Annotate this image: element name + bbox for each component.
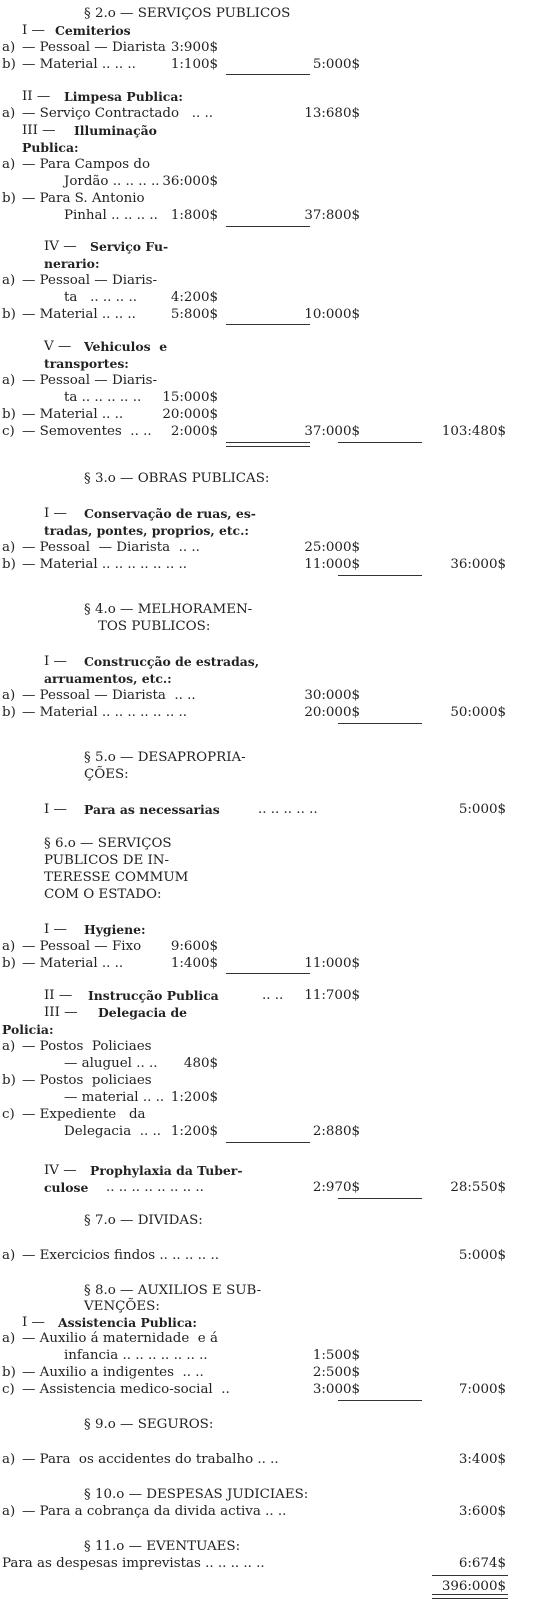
line-text: Jordão .. .. .. .. (64, 174, 160, 189)
amount-c3: 103:480$ (441, 424, 506, 439)
line-text: a) (2, 157, 16, 172)
budget-line (0, 1555, 534, 1573)
line-text: b) (2, 407, 16, 422)
line-text: — Assistencia medico-social .. (22, 1382, 230, 1397)
line-text: arruamentos, etc.: (44, 671, 172, 686)
budget-line (0, 921, 534, 939)
line-text: COM O ESTADO: (44, 887, 162, 902)
line-text: Construcção de estradas, (84, 654, 260, 669)
amount-c1: 2:000$ (170, 424, 218, 439)
rule (226, 1142, 310, 1143)
line-text: culose (44, 1180, 89, 1195)
budget-line (0, 406, 534, 424)
budget-line (0, 272, 534, 290)
line-text: — Para os accidentes do trabalho .. .. (22, 1452, 279, 1467)
amount-c3: 3:600$ (458, 1504, 506, 1519)
budget-line (0, 338, 534, 356)
amount-c1: 1:800$ (170, 208, 218, 223)
amount-c3: 6:674$ (458, 1556, 506, 1571)
line-text: I — (22, 1315, 50, 1330)
line-text: Hygiene: (84, 922, 146, 937)
line-text: — Material .. .. .. .. .. .. .. (22, 705, 187, 720)
budget-line (0, 618, 534, 636)
amount-c2: 2:970$ (312, 1180, 360, 1195)
line-text: transportes: (44, 356, 129, 371)
line-text: b) (2, 1365, 16, 1380)
budget-line (0, 156, 534, 174)
line-text: Publica: (22, 140, 79, 155)
line-text: — Pessoal — Diarista (22, 40, 166, 55)
rule (226, 226, 310, 227)
amount-c3: 36:000$ (450, 557, 506, 572)
budget-line (0, 766, 534, 784)
line-text: TOS PUBLICOS: (98, 619, 211, 634)
line-text: § 5.o — DESAPROPRIA- (84, 750, 246, 765)
line-text: a) (2, 373, 16, 388)
line-text: a) (2, 106, 16, 121)
budget-line (0, 1381, 534, 1399)
line-text: nerario: (44, 256, 100, 271)
line-text: — Material .. .. .. (22, 57, 136, 72)
line-text: — Postos Policiaes (22, 1039, 152, 1054)
line-text: — Pessoal — Diarista .. .. (22, 540, 200, 555)
amount-c1: 1:200$ (170, 1124, 218, 1139)
line-text: Pinhal .. .. .. .. (64, 208, 158, 223)
amount-c2: 3:000$ (312, 1382, 360, 1397)
budget-line (0, 801, 534, 819)
amount-c3: 50:000$ (450, 705, 506, 720)
line-text: a) (2, 273, 16, 288)
amount-c2: 37:000$ (304, 424, 360, 439)
line-text: ta .. .. .. .. (64, 290, 137, 305)
rule (226, 973, 310, 974)
line-text: PUBLICOS DE IN- (44, 853, 170, 868)
line-text: c) (2, 1107, 15, 1122)
budget-line (0, 1055, 534, 1073)
budget-line (0, 88, 534, 106)
amount-c2: 25:000$ (304, 540, 360, 555)
line-text: § 7.o — DIVIDAS: (84, 1213, 203, 1228)
budget-line (0, 852, 534, 870)
amount-c2: 5:000$ (312, 57, 360, 72)
budget-line (0, 1247, 534, 1265)
amount-c2: 2:500$ (312, 1365, 360, 1380)
amount-c1: 480$ (183, 1056, 218, 1071)
budget-line (0, 601, 534, 619)
line-text: Policia: (2, 1022, 54, 1037)
rule (338, 1198, 422, 1199)
line-text: II — (44, 988, 77, 1003)
line-text: a) (2, 939, 16, 954)
budget-line (0, 1179, 534, 1197)
budget-line (0, 190, 534, 208)
line-text: V — (44, 339, 76, 354)
line-text: § 3.o — OBRAS PUBLICAS: (84, 471, 270, 486)
line-text: — Para Campos do (22, 157, 151, 172)
line-text: Delegacia de (98, 1005, 188, 1020)
budget-line (0, 1416, 534, 1434)
line-text: a) (2, 540, 16, 555)
line-text: Conservação de ruas, es- (84, 506, 256, 521)
line-text: b) (2, 307, 16, 322)
line-text: — Pessoal — Diaris- (22, 273, 158, 288)
budget-line (0, 139, 534, 157)
budget-line (0, 22, 534, 40)
line-text: — material .. .. (64, 1090, 165, 1105)
line-text: TERESSE COMMUM (44, 870, 189, 885)
line-text: a) (2, 40, 16, 55)
amount-c2: 11:700$ (304, 988, 360, 1003)
line-text: § 11.o — EVENTUAES: (84, 1539, 241, 1554)
budget-line (0, 173, 534, 191)
line-text: — Semoventes .. .. (22, 424, 152, 439)
line-text: .. .. .. .. .. (258, 802, 318, 817)
line-text: a) (2, 1504, 16, 1519)
line-text: a) (2, 1331, 16, 1346)
budget-line (0, 1212, 534, 1230)
budget-line (0, 1038, 534, 1056)
line-text: I — (44, 506, 72, 521)
amount-c1: 4:200$ (170, 290, 218, 305)
budget-line (0, 556, 534, 574)
amount-c1: 9:600$ (170, 939, 218, 954)
amount-c1: 1:100$ (170, 57, 218, 72)
line-text: Limpesa Publica: (64, 89, 183, 104)
rule (432, 1594, 508, 1599)
line-text: b) (2, 191, 16, 206)
rule (226, 442, 310, 447)
line-text: — Pessoal — Fixo (22, 939, 142, 954)
amount-c3: 5:000$ (458, 802, 506, 817)
budget-line (0, 255, 534, 273)
line-text: — Auxilio a indigentes .. .. (22, 1365, 204, 1380)
budget-line (0, 869, 534, 887)
budget-line (0, 122, 534, 140)
budget-line (0, 687, 534, 705)
budget-line (0, 749, 534, 767)
amount-c2: 20:000$ (304, 705, 360, 720)
budget-line (0, 1451, 534, 1469)
budget-line (0, 39, 534, 57)
amount-c3: 3:400$ (458, 1452, 506, 1467)
line-text: .. .. (262, 988, 284, 1003)
line-text: I — (44, 654, 72, 669)
line-text: IV — (44, 239, 81, 254)
rule (338, 442, 422, 443)
amount-c3: 28:550$ (450, 1180, 506, 1195)
line-text: III — (44, 1005, 82, 1020)
line-text: ÇÕES: (84, 767, 129, 782)
line-text: — Pessoal — Diaris- (22, 373, 158, 388)
amount-c1: 15:000$ (162, 390, 218, 405)
line-text: — Material .. .. (22, 956, 124, 971)
line-text: ta .. .. .. .. .. (64, 390, 142, 405)
line-text: Prophylaxia da Tuber- (90, 1163, 243, 1178)
amount-c1: 20:000$ (162, 407, 218, 422)
line-text: a) (2, 688, 16, 703)
line-text: IV — (44, 1163, 81, 1178)
line-text: Serviço Fu- (90, 239, 169, 254)
line-text: c) (2, 424, 15, 439)
budget-line (0, 1072, 534, 1090)
line-text: Illuminação (74, 123, 157, 138)
line-text: b) (2, 1073, 16, 1088)
budget-line (0, 704, 534, 722)
budget-line (0, 670, 534, 688)
rule (338, 723, 422, 724)
budget-line (0, 1538, 534, 1556)
budget-line (0, 207, 534, 225)
budget-line (0, 423, 534, 441)
amount-c1: 36:000$ (162, 174, 218, 189)
budget-line (0, 987, 534, 1005)
line-text: b) (2, 57, 16, 72)
line-text: § 6.o — SERVIÇOS (44, 836, 172, 851)
budget-line (0, 289, 534, 307)
amount-c1: 1:400$ (170, 956, 218, 971)
line-text: Para as necessarias (84, 802, 220, 817)
line-text: § 4.o — MELHORAMEN- (84, 602, 253, 617)
budget-line (0, 1106, 534, 1124)
line-text: Assistencia Publica: (58, 1315, 198, 1330)
line-text: tradas, pontes, proprios, etc.: (44, 523, 249, 538)
line-text: II — (22, 89, 55, 104)
line-text: a) (2, 1452, 16, 1467)
line-text: b) (2, 956, 16, 971)
budget-line (0, 5, 534, 23)
amount-c1: 3:900$ (170, 40, 218, 55)
line-text: — Para S. Antonio (22, 191, 145, 206)
budget-line (0, 355, 534, 373)
line-text: — Material .. .. .. .. .. .. .. (22, 557, 187, 572)
amount-c2: 37:800$ (304, 208, 360, 223)
budget-line (0, 470, 534, 488)
budget-line (0, 1089, 534, 1107)
line-text: I — (22, 23, 50, 38)
line-text: — Exercicios findos .. .. .. .. .. (22, 1248, 219, 1263)
line-text: — Serviço Contractado .. .. (22, 106, 214, 121)
budget-line (0, 1162, 534, 1180)
rule (338, 1400, 422, 1401)
rule (226, 324, 310, 325)
budget-line (0, 653, 534, 671)
budget-line (0, 1330, 534, 1348)
amount-c3: 396:000$ (441, 1579, 506, 1594)
line-text: VENÇÕES: (84, 1299, 160, 1314)
rule (226, 74, 310, 75)
rule (338, 575, 422, 576)
amount-c1: 5:800$ (170, 307, 218, 322)
budget-line (0, 1004, 534, 1022)
line-text: b) (2, 705, 16, 720)
budget-line (0, 505, 534, 523)
budget-line (0, 1503, 534, 1521)
line-text: — aluguel .. .. (64, 1056, 158, 1071)
budget-line (0, 1021, 534, 1039)
line-text: § 8.o — AUXILIOS E SUB- (84, 1283, 262, 1298)
line-text: Vehiculos e (84, 339, 168, 354)
rule (432, 1575, 508, 1576)
budget-line (0, 1486, 534, 1504)
line-text: I — (44, 922, 72, 937)
line-text: § 2.o — SERVIÇOS PUBLICOS (84, 6, 291, 21)
budget-line (0, 1123, 534, 1141)
line-text: .. .. .. .. .. .. .. .. (106, 1180, 204, 1195)
budget-line (0, 886, 534, 904)
amount-c1: 1:200$ (170, 1090, 218, 1105)
line-text: § 10.o — DESPESAS JUDICIAES: (84, 1487, 309, 1502)
line-text: a) (2, 1248, 16, 1263)
amount-c3: 7:000$ (458, 1382, 506, 1397)
line-text: — Material .. .. (22, 407, 124, 422)
budget-line (0, 835, 534, 853)
budget-line (0, 938, 534, 956)
budget-line (0, 238, 534, 256)
budget-line (0, 539, 534, 557)
amount-c2: 11:000$ (304, 557, 360, 572)
budget-line (0, 522, 534, 540)
line-text: Para as despesas imprevistas .. .. .. .. .. (2, 1556, 265, 1571)
line-text: — Expediente da (22, 1107, 146, 1122)
amount-c2: 30:000$ (304, 688, 360, 703)
amount-c3: 5:000$ (458, 1248, 506, 1263)
budget-line (0, 1347, 534, 1365)
line-text: III — (22, 123, 60, 138)
budget-line (0, 56, 534, 74)
line-text: Delegacia .. .. (64, 1124, 161, 1139)
line-text: infancia .. .. .. .. .. .. .. (64, 1348, 208, 1363)
line-text: Instrucção Publica (88, 988, 219, 1003)
amount-c2: 1:500$ (312, 1348, 360, 1363)
line-text: — Pessoal — Diarista .. .. (22, 688, 196, 703)
line-text: I — (44, 802, 72, 817)
line-text: — Postos policiaes (22, 1073, 152, 1088)
line-text: § 9.o — SEGUROS: (84, 1417, 214, 1432)
budget-line (0, 955, 534, 973)
amount-c2: 13:680$ (304, 106, 360, 121)
budget-line (0, 105, 534, 123)
budget-line (0, 1364, 534, 1382)
line-text: Cemiterios (55, 23, 131, 38)
line-text: — Material .. .. .. (22, 307, 136, 322)
line-text: b) (2, 557, 16, 572)
budget-line (0, 389, 534, 407)
line-text: — Para a cobrança da divida activa .. .. (22, 1504, 287, 1519)
amount-c2: 10:000$ (304, 307, 360, 322)
line-text: c) (2, 1382, 15, 1397)
line-text: — Auxilio á maternidade e á (22, 1331, 218, 1346)
budget-line (0, 372, 534, 390)
line-text: a) (2, 1039, 16, 1054)
amount-c2: 2:880$ (312, 1124, 360, 1139)
amount-c2: 11:000$ (304, 956, 360, 971)
budget-line (0, 306, 534, 324)
